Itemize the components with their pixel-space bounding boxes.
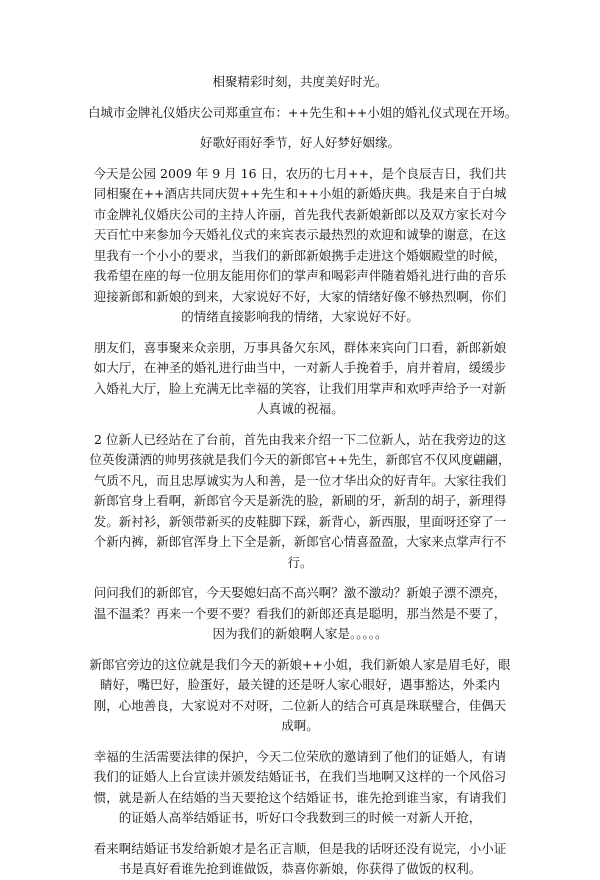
paragraph-entrance: 朋友们，喜事聚来众亲朋，万事具备欠东风，群体来宾向门口看，新郎新娘如大厅，在神圣的婚礼进行曲当中，一对新人手挽着手，肩并着肩，缓缓步入婚礼大厅，脸上充满无比幸福的笑容，让我们用掌声和欢呼声给予一对新人真诚的祝福。: [93, 339, 507, 416]
paragraph-host-welcome: 今天是公园 2009 年 9 月 16 日，农历的七月++，是个良辰吉日，我们共同相聚在++酒店共同庆贺++先生和++小姐的新婚庆典。我是来自于白城市金牌礼仪婚庆公司的主持人许丽，首先我代表新娘新郎以及双方家长对今天百忙中来参加今天婚礼仪式的来宾表示最热烈的欢迎和诚挚的谢意，在这里我有一个小小的要求，当我们的新郎新娘携手走进这个婚姻殿堂的时候，我希望在座的每一位朋友能用你们的掌声和喝彩声伴随着婚礼进行曲的音乐迎接新郎和新娘的到来，大家说好不好，大家的情绪好像不够热烈啊，你们的情绪直接影响我的情绪，大家说好不好。: [93, 165, 507, 324]
paragraph-groom-intro: 2 位新人已经站在了台前，首先由我来介绍一下二位新人，站在我旁边的这位英俊潇洒的帅男孩就是我们今天的新郎官++先生，新郎官不仅风度翩翩，气质不凡，而且忠厚诚实为人和善，是一位才华出众的好青年。大家往我们新郎官身上看啊，新郎官今天是新洗的脸，新刷的牙，新刮的胡子，新理得发。新衬衫，新领带新买的皮鞋脚下踩，新背心，新西服，里面呀还穿了一个新内裤，新郎官浑身上下全是新，新郎官心情喜盈盈，大家来点掌声行不行。: [89, 431, 511, 570]
paragraph-couplet: 好歌好雨好季节，好人好梦好姻缘。: [199, 135, 400, 150]
paragraph-closing: 看来啊结婚证书发给新娘才是名正言顺，但是我的话呀还没有说完，小小证书是真好看谁先抢到谁做饭，恭喜你新娘，你获得了做饭的权利。: [93, 840, 507, 876]
paragraph-announcement: 白城市金牌礼仪婚庆公司郑重宣布：++先生和++小姐的婚礼仪式现在开场。: [88, 104, 518, 120]
paragraph-certificate: 幸福的生活需要法律的保护，今天二位荣欣的邀请到了他们的证婚人，有请我们的证婚人上台宣读并颁发结婚证书，在我们当地啊又这样的一个风俗习惯，就是新人在结婚的当天要抢这个结婚证书，谁先抢到谁当家，有请我们的证婚人高举结婚证书，听好口令我数到三的时候一对新人开抢，: [93, 748, 507, 825]
paragraph-bride-intro: 新郎官旁边的这位就是我们今天的新娘++小姐，我们新娘人家是眉毛好，眼睛好，嘴巴好，脸蛋好，最关键的还是呀人家心眼好，遇事豁达，外柔内刚，心地善良，大家说对不对呀，二位新人的结合可真是珠联璧合，佳偶天成啊。: [89, 656, 511, 733]
paragraph-groom-questions: 问问我们的新郎官，今天娶媳妇高不高兴啊？激不激动？新娘子漂不漂亮，温不温柔？再来一个要不要？看我们的新郎还真是聪明，那当然是不要了，因为我们的新娘啊人家是。。。。。: [93, 585, 507, 641]
paragraph-opening: 相聚精彩时刻，共度美好时光。: [212, 74, 388, 89]
